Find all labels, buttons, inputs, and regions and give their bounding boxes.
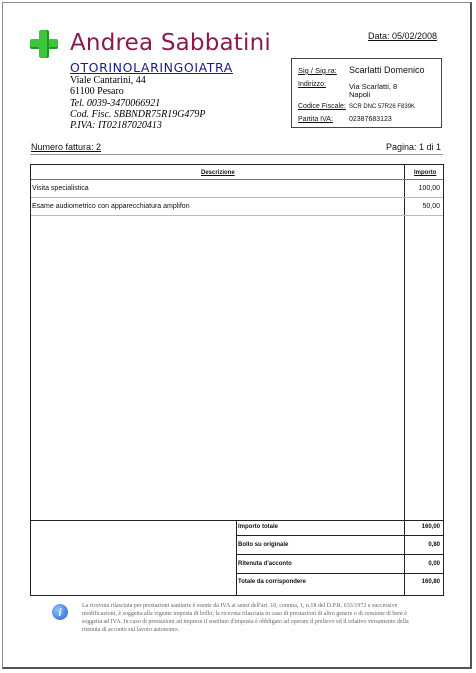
client-name-label: Sig / Sig.ra: (298, 66, 337, 75)
grand-total-value: 160,80 (421, 579, 440, 585)
address-line-1: Viale Cantarini, 44 (70, 75, 146, 86)
total-value: 160,00 (421, 524, 440, 530)
invoice-number: Numero fattura: 2 (31, 142, 102, 152)
withholding-label: Ritenuta d'acconto (238, 561, 292, 567)
client-tax-code: SCR DNC 57R26 F839K (349, 104, 416, 110)
client-box (291, 58, 442, 128)
column-divider (404, 165, 405, 595)
stamp-value: 0,80 (428, 542, 440, 548)
address-line-2: 61100 Pesaro (70, 86, 124, 98)
info-icon: i (52, 604, 68, 620)
client-vat: 02387683123 (349, 116, 392, 123)
amount-header: Importo (414, 170, 437, 176)
vat-number: P.IVA: IT02187020413 (70, 120, 162, 132)
total-label: Importo totale (238, 524, 278, 530)
divider (30, 154, 443, 155)
stamp-label: Bollo su originale (238, 542, 289, 548)
page-indicator: Pagina: 1 di 1 (386, 142, 442, 152)
row-description: Esame audiometrico con apparecchiatura amplifon (32, 203, 190, 210)
totals-blank-area (31, 520, 237, 596)
description-header: Descrizione (201, 170, 235, 176)
row-amount: 50,00 (422, 203, 440, 210)
row-amount: 100,00 (418, 185, 440, 192)
grand-total-label: Totale da corrispondere (238, 579, 306, 585)
row-description: Visita specialistica (32, 185, 89, 192)
doctor-address-block (70, 75, 206, 131)
client-address-line-1: Via Scarlatti, 8 (349, 82, 398, 91)
invoice-date: Data: 05/02/2008 (368, 31, 438, 41)
withholding-value: 0,00 (428, 561, 440, 567)
client-name: Scarlatti Domenico (349, 65, 425, 75)
client-address-label: Indirizzo: (298, 81, 327, 88)
client-tax-code-label: Codice Fiscale: (298, 103, 346, 110)
doctor-name: Andrea Sabbatini (70, 30, 271, 56)
medical-cross-icon (30, 30, 58, 58)
footer-note: La ricevuta rilasciata per prestazioni sanitarie è esente da IVA ai sensi dell'art. 10, comma, 1, n.18 del D.P.R. 633/1972 e successive modificazioni, è soggetta alla vigente imposta di bollo; la ricevuta rilasciata in caso di prestazioni di altro genere o di cessione di beni è soggetta ad IVA. In caso di prestazioni ad imprese il sostituto d'imposta è obbligato ad operare il prelievo ed il relativo versamento della ritenuta di acconto sul lavoro autonomo. (82, 603, 409, 633)
client-address-line-2: Napoli (349, 90, 371, 99)
client-vat-label: Partita IVA: (298, 116, 333, 123)
items-table (30, 164, 444, 596)
doctor-specialty: OTORINOLARINGOIATRA (70, 60, 233, 75)
phone-number: Tel. 0039-3470066921 (70, 97, 161, 109)
tax-code: Cod. Fisc. SBBNDR75R19G479P (70, 108, 206, 120)
